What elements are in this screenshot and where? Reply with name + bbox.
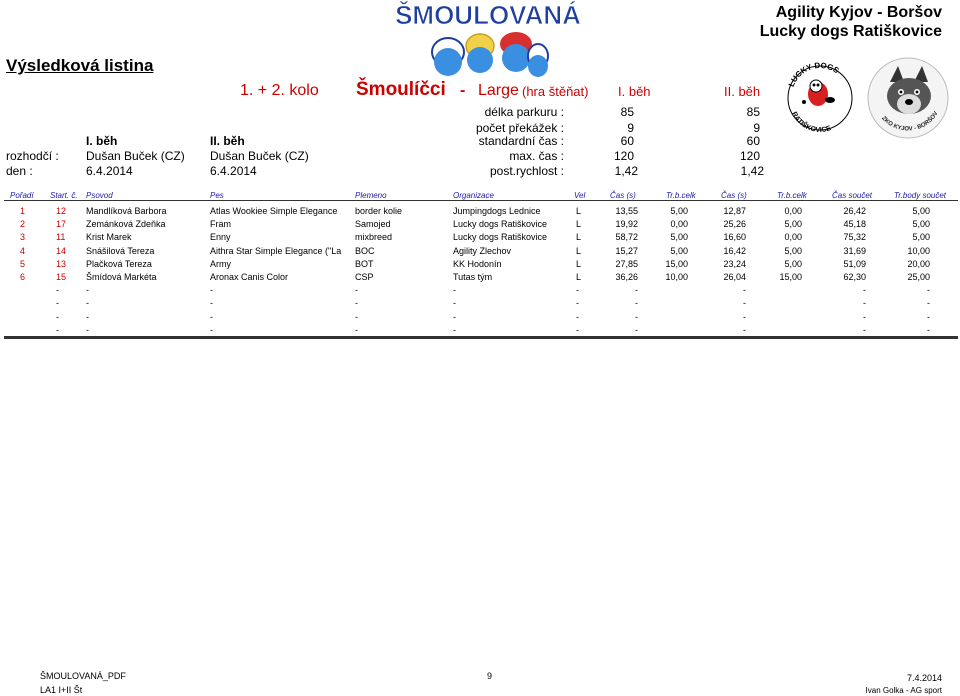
course-length-label: délka parkuru : [484,105,564,119]
cell-run1-time: 15,27 [615,245,638,256]
event-title-line2: Lucky dogs Ratiškovice [759,23,942,40]
cell-total-penalty: 25,00 [907,272,930,282]
cell-place: 2 [20,219,26,230]
cell-run2-penalty: 5,00 [784,245,802,256]
col-header-plemeno: Plemeno [355,191,387,200]
event-title-line1: Agility Kyjov - Boršov [775,4,942,21]
cell-run2-time: - [743,311,746,322]
cell-start-number: - [56,285,59,296]
cell-size: - [576,324,579,335]
cell-breed: - [355,285,358,296]
cell-run1-time: 36,26 [615,272,638,282]
cell-start-number: - [56,298,59,309]
col-header-vel: Vel [574,191,586,200]
cell-organization: - [453,311,456,322]
run2-label: II. běh [724,84,761,99]
cell-start-number: - [56,311,59,322]
cell-organization: - [453,324,456,335]
cell-handler: Šmídová Markéta [86,272,157,282]
cell-size: L [576,272,582,282]
page-number: 9 [487,671,493,681]
table-row [0,206,960,219]
cell-handler: Plačková Tereza [86,258,152,269]
cell-run1-penalty: 0,00 [670,219,688,230]
cell-start-number: 13 [56,258,67,269]
cell-total-penalty: - [927,298,930,309]
lucky-dogs-logo [784,56,856,136]
lucky-logo-top-text: LUCKY DOGS [786,60,841,89]
size-label: Large [478,82,519,99]
cell-run1-penalty: 15,00 [665,258,688,269]
cell-start-number: 11 [56,232,66,243]
cell-breed: BOC [355,245,375,256]
cell-run2-time: - [743,285,746,296]
judge-col1-label: I. běh [86,134,118,148]
cell-run1-penalty: 10,00 [665,272,688,282]
mct-label: max. čas : [509,149,564,163]
cell-breed: BOT [355,258,374,269]
cell-total-time: - [863,324,866,335]
cell-size: L [576,206,582,216]
table-row [0,272,960,285]
footer-filename: ŠMOULOVANÁ_PDF [40,671,126,681]
cell-organization: Jumpingdogs Lednice [453,206,541,216]
category-dash: - [460,82,466,99]
cell-size: L [576,258,582,269]
cell-size: - [576,285,579,296]
sct-run1: 60 [620,134,634,148]
table-row [0,285,960,298]
cell-place: 5 [20,258,26,269]
footer-software: Ivan Golka - AG sport [865,686,942,695]
cell-run2-time: - [743,324,746,335]
cell-total-penalty: 5,00 [912,206,930,216]
cell-run1-time: 13,55 [615,206,638,216]
col-header-organizace: Organizace [453,191,494,200]
col-header-body-soucet: Tr.body součet [894,191,947,200]
obstacles-label: počet překážek : [475,121,564,135]
col-header-cas1: Čas (s) [610,191,636,200]
cell-total-time: - [863,311,866,322]
cell-run1-time: 19,92 [615,219,638,230]
zko-logo-text: ZKO KYJOV - BORŠOV [880,110,940,133]
cell-breed: CSP [355,272,374,282]
cell-total-time: 62,30 [843,272,866,282]
cell-total-time: - [863,298,866,309]
cell-total-penalty: - [927,285,930,296]
cell-handler: - [86,311,89,322]
cell-total-penalty: - [927,311,930,322]
cell-total-penalty: 5,00 [912,232,930,243]
cell-organization: KK Hodonín [453,258,502,269]
cell-breed: - [355,298,358,309]
cell-run2-penalty: 5,00 [784,258,802,269]
judge-label: rozhodčí : [6,149,59,163]
obstacles-run1: 9 [627,121,634,135]
col-header-poradi: Pořadí [10,191,34,200]
sct-label: standardní čas : [478,134,564,148]
round-label: 1. + 2. kolo [240,82,319,99]
cell-run1-time: - [635,311,638,322]
cell-place: 6 [20,272,26,282]
col-header-psovod: Psovod [86,191,113,200]
sct-run2: 60 [746,134,760,148]
cell-dog-name: Fram [210,219,231,230]
cell-dog-name: - [210,324,213,335]
cell-handler: - [86,298,89,309]
date-run1: 6.4.2014 [86,164,133,178]
lucky-logo-bottom-text: RATIŠKOVICE [790,110,832,135]
cell-start-number: 15 [56,272,67,282]
cell-handler: Krist Marek [86,232,132,243]
cell-organization: - [453,298,456,309]
judge-col2-label: II. běh [210,134,245,148]
cell-run2-penalty: 0,00 [784,232,802,243]
course-length-run2: 85 [746,105,760,119]
col-header-start: Start. č. [50,191,78,200]
cell-organization: Agility Zlechov [453,245,512,256]
page-title: Výsledková listina [6,56,154,75]
cell-size: L [576,219,582,230]
cell-start-number: 14 [56,245,67,256]
cell-start-number: - [56,324,59,335]
cell-handler: Mandlíková Barbora [86,206,167,216]
cell-dog-name: - [210,285,213,296]
judge-run2: Dušan Buček (CZ) [210,149,309,163]
col-header-cas2: Čas (s) [721,191,747,200]
cell-total-penalty: - [927,324,930,335]
table-row [0,259,960,272]
zko-kyjov-logo [862,52,952,142]
cell-breed: - [355,311,358,322]
table-row [0,232,960,245]
cell-dog-name: Aithra Star Simple Elegance ("La [210,245,342,256]
table-row [0,298,960,311]
cell-run1-penalty: 5,00 [670,232,688,243]
cell-organization: Lucky dogs Ratiškovice [453,219,548,230]
cell-run1-penalty: 5,00 [670,245,688,256]
mct-run2: 120 [739,149,760,163]
cell-total-penalty: 20,00 [907,258,930,269]
speed-run2: 1,42 [740,164,764,178]
mct-run1: 120 [613,149,634,163]
category-label: Šmoulíčci [356,79,446,100]
cell-run1-time: 58,72 [615,232,638,243]
cell-run2-time: 12,87 [723,206,746,216]
table-row [0,312,960,325]
cell-total-time: 31,69 [843,245,866,256]
cell-place: 3 [20,232,26,243]
cell-dog-name: - [210,311,213,322]
cell-total-time: 26,42 [843,206,866,216]
obstacles-run2: 9 [753,121,760,135]
cell-run2-time: 26,04 [723,272,746,282]
cell-breed: mixbreed [355,232,393,243]
cell-size: - [576,298,579,309]
cell-handler: Snášilová Tereza [86,245,155,256]
header-rule [4,200,958,201]
cell-organization: Lucky dogs Ratiškovice [453,232,548,243]
logo-text: ŠMOULOVANÁ [395,0,581,30]
cell-place: 4 [20,245,26,256]
cell-breed: border kolie [355,206,403,216]
cell-run2-time: - [743,298,746,309]
table-bottom-rule [4,336,958,339]
col-header-trb2: Tr.b.celk [777,191,807,200]
cell-breed: Samojed [355,219,391,230]
cell-handler: - [86,285,89,296]
cell-run2-time: 23,24 [723,258,746,269]
cell-size: L [576,245,582,256]
cell-run2-time: 16,42 [723,245,746,256]
cell-place: 1 [20,206,26,216]
cell-total-time: 45,18 [843,219,866,230]
course-length-run1: 85 [620,105,634,119]
cell-size: - [576,311,579,322]
cell-total-time: 75,32 [843,232,866,243]
cell-dog-name: Army [210,258,231,269]
cell-run2-penalty: 15,00 [779,272,802,282]
cell-dog-name: - [210,298,213,309]
table-row [0,246,960,259]
cell-start-number: 12 [56,206,67,216]
cell-run1-penalty: 5,00 [670,206,688,216]
cell-total-time: 51,09 [843,258,866,269]
cell-run1-time: - [635,285,638,296]
cell-run2-penalty: 0,00 [784,206,802,216]
cell-handler: - [86,324,89,335]
cell-total-penalty: 10,00 [907,245,930,256]
speed-label: post.rychlost : [489,164,564,178]
footer-list-code: LA1 I+II Št [40,685,83,695]
cell-total-penalty: 5,00 [912,219,930,230]
cell-dog-name: Aronax Canis Color [210,272,289,282]
cell-organization: Tutas tým [453,272,493,282]
col-header-pes: Pes [210,191,224,200]
cell-dog-name: Enny [210,232,231,243]
footer-date: 7.4.2014 [906,673,942,683]
speed-run1: 1,42 [614,164,638,178]
cell-start-number: 17 [56,219,67,230]
table-row [0,219,960,232]
cell-run1-time: - [635,298,638,309]
cell-run2-time: 25,26 [723,219,746,230]
col-header-trb1: Tr.b.celk [666,191,696,200]
col-header-cas-soucet: Čas součet [832,191,873,200]
cell-run1-time: 27,85 [615,258,638,269]
date-label: den : [6,164,33,178]
cell-total-time: - [863,285,866,296]
size-note: (hra štěňat) [522,84,589,99]
judge-run1: Dušan Buček (CZ) [86,149,185,163]
cell-dog-name: Atlas Wookiee Simple Elegance [210,206,338,216]
cell-run1-time: - [635,324,638,335]
cell-run2-time: 16,60 [723,232,746,243]
run1-label: I. běh [618,84,651,99]
cell-breed: - [355,324,358,335]
cell-size: L [576,232,582,243]
cell-run2-penalty: 5,00 [784,219,802,230]
cell-handler: Zemánková Zdeňka [86,219,166,230]
cell-organization: - [453,285,456,296]
date-run2: 6.4.2014 [210,164,257,178]
